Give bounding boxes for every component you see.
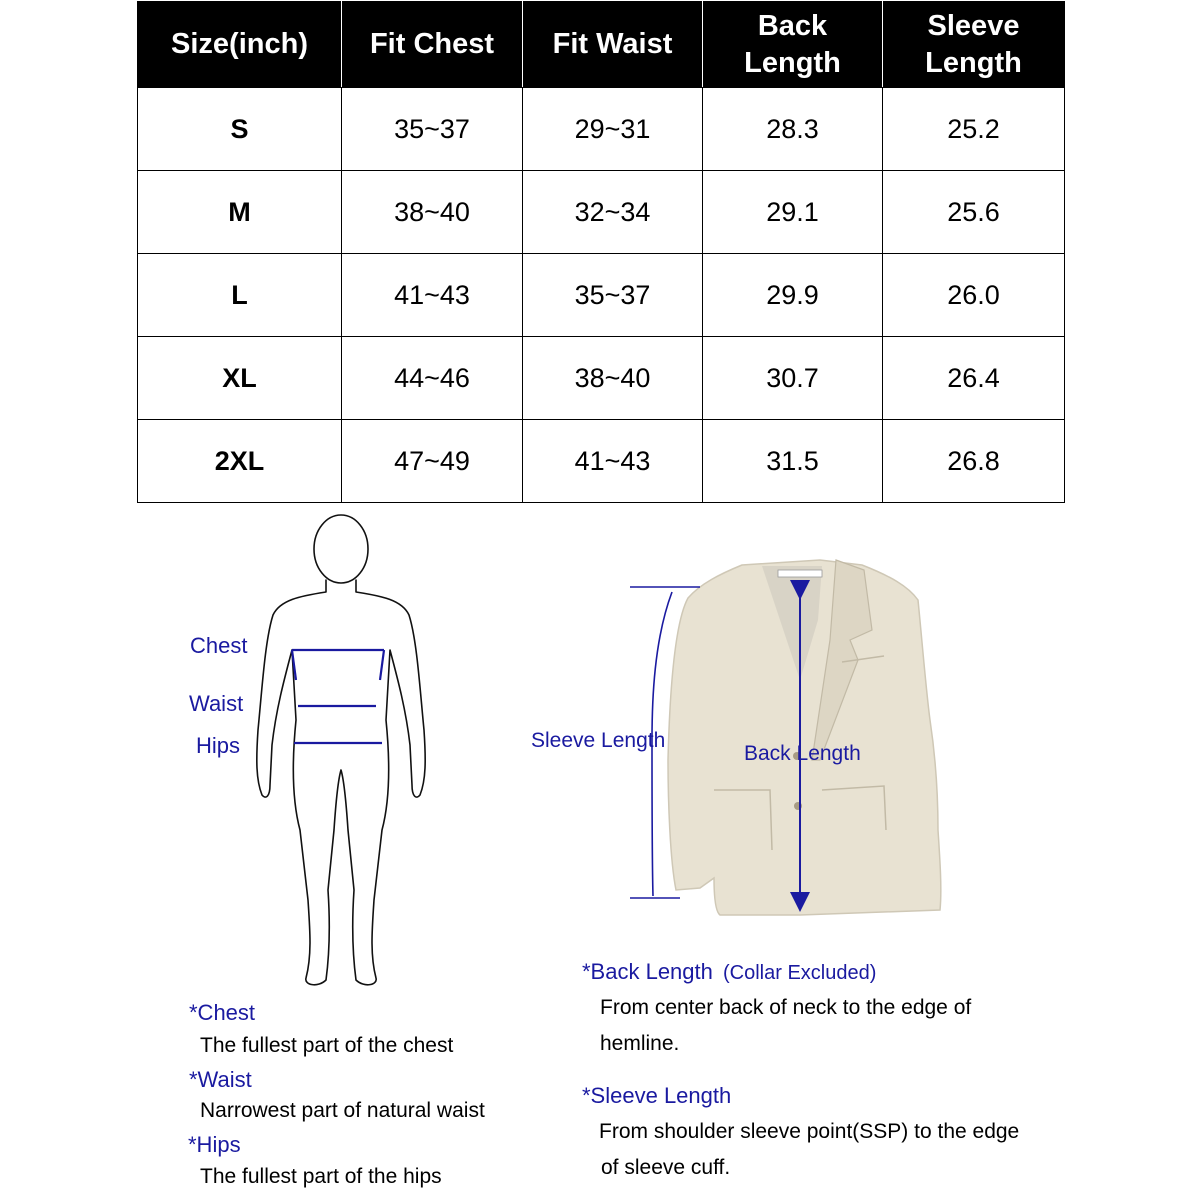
header-size: Size(inch) [138, 2, 342, 88]
waist-definition-title: *Waist [189, 1067, 252, 1092]
size-cell: M [138, 171, 342, 254]
back-length-title-text: *Back Length [582, 959, 713, 984]
table-cell: 25.6 [883, 171, 1065, 254]
table-cell: 32~34 [523, 171, 703, 254]
table-cell: 47~49 [342, 420, 523, 503]
sleeve-length-label: Sleeve Length [531, 729, 666, 752]
table-cell: 41~43 [523, 420, 703, 503]
table-cell: 29.9 [703, 254, 883, 337]
header-fit-waist: Fit Waist [523, 2, 703, 88]
table-cell: 26.8 [883, 420, 1065, 503]
table-cell: 26.4 [883, 337, 1065, 420]
chest-label: Chest [190, 633, 248, 658]
header-back-length: Back Length [703, 2, 883, 88]
header-fit-chest: Fit Chest [342, 2, 523, 88]
back-length-definition-line-2: hemline. [600, 1032, 680, 1055]
table-cell: 44~46 [342, 337, 523, 420]
sleeve-length-definition-title: *Sleeve Length [582, 1083, 732, 1108]
waist-label: Waist [189, 691, 244, 716]
hips-definition-title: *Hips [188, 1132, 241, 1157]
size-cell: XL [138, 337, 342, 420]
waist-definition-text: Narrowest part of natural waist [200, 1099, 485, 1122]
collar-tag [778, 570, 822, 577]
back-length-label: Back Length [744, 742, 861, 765]
table-cell: 29~31 [523, 88, 703, 171]
hips-definition-text: The fullest part of the hips [200, 1165, 442, 1188]
table-cell: 41~43 [342, 254, 523, 337]
table-cell: 29.1 [703, 171, 883, 254]
size-cell: S [138, 88, 342, 171]
table-cell: 28.3 [703, 88, 883, 171]
table-cell: 26.0 [883, 254, 1065, 337]
sleeve-length-definition-line-2: of sleeve cuff. [601, 1156, 731, 1179]
back-length-note: (Collar Excluded) [723, 962, 877, 984]
size-cell: 2XL [138, 420, 342, 503]
table-cell: 31.5 [703, 420, 883, 503]
back-length-definition-title [582, 959, 876, 985]
chest-definition-title: *Chest [189, 1000, 256, 1025]
table-cell: 35~37 [342, 88, 523, 171]
table-cell: 35~37 [523, 254, 703, 337]
table-cell: 38~40 [342, 171, 523, 254]
hips-label: Hips [196, 733, 241, 758]
table-cell: 30.7 [703, 337, 883, 420]
size-cell: L [138, 254, 342, 337]
table-cell: 25.2 [883, 88, 1065, 171]
back-length-definition-line-1: From center back of neck to the edge of [600, 996, 972, 1019]
chest-definition-text: The fullest part of the chest [200, 1034, 454, 1057]
table-cell: 38~40 [523, 337, 703, 420]
header-sleeve-length: Sleeve Length [883, 2, 1065, 88]
sleeve-length-definition-line-1: From shoulder sleeve point(SSP) to the edge [599, 1120, 1020, 1143]
